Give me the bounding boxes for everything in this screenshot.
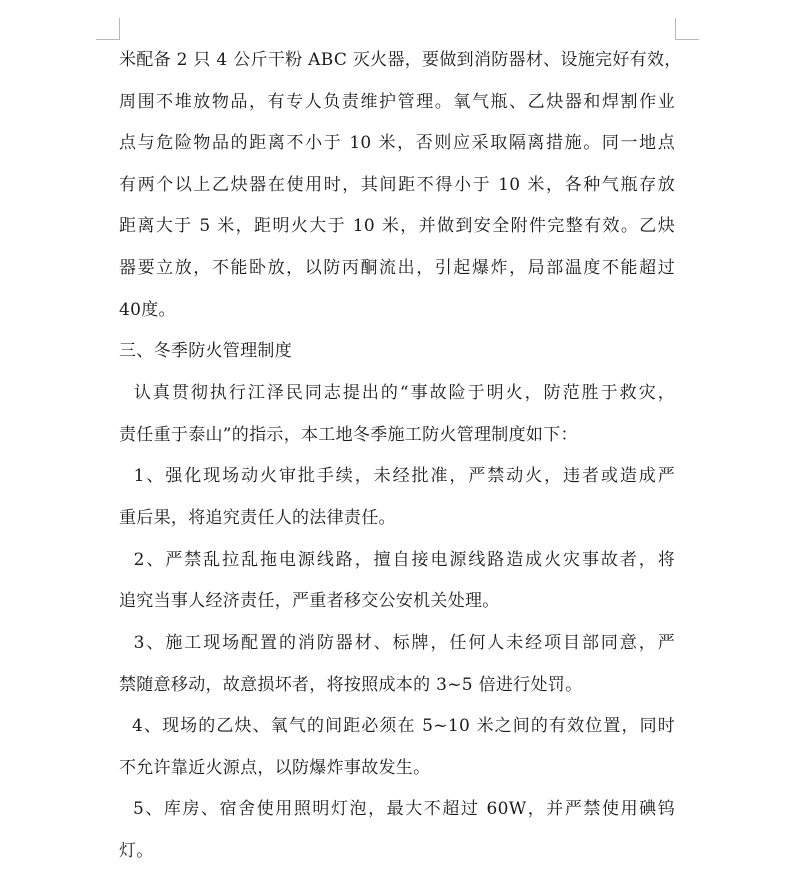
paragraph-line: 有两个以上乙炔器在使用时，其间距不得小于 10 米，各种气瓶存放 (119, 175, 675, 195)
crop-mark-top-left-horizontal (96, 39, 119, 40)
paragraph-line: 责任重于泰山”的指示，本工地冬季施工防火管理制度如下： (119, 425, 578, 445)
list-item-line: 重后果，将追究责任人的法律责任。 (119, 508, 396, 528)
section-heading: 三、冬季防火管理制度 (119, 341, 292, 361)
paragraph-line: 40度。 (119, 300, 176, 320)
crop-mark-top-right-horizontal (676, 39, 699, 40)
crop-mark-top-right-vertical (675, 18, 676, 40)
paragraph-line: 器要立放，不能卧放，以防丙酮流出，引起爆炸，局部温度不能超过 (119, 258, 675, 278)
list-item-line: 不允许靠近火源点，以防爆炸事故发生。 (119, 758, 431, 778)
list-item-line: 灯。 (119, 841, 154, 861)
list-item-line: 3、施工现场配置的消防器材、标牌，任何人未经项目部同意，严 (119, 633, 675, 653)
paragraph-line: 周围不堆放物品，有专人负责维护管理。氧气瓶、乙炔器和焊割作业 (119, 92, 675, 112)
paragraph-line: 点与危险物品的距离不小于 10 米，否则应采取隔离措施。同一地点 (119, 133, 675, 153)
list-item-line: 禁随意移动，故意损坏者，将按照成本的 3~5 倍进行处罚。 (119, 675, 583, 695)
list-item-line: 1、强化现场动火审批手续，未经批准，严禁动火，违者或造成严 (119, 466, 675, 486)
list-item-line: 2、严禁乱拉乱拖电源线路，擅自接电源线路造成火灾事故者，将 (119, 550, 675, 570)
list-item-line: 4、现场的乙炔、氧气的间距必须在 5~10 米之间的有效位置，同时 (119, 716, 675, 736)
crop-mark-top-left-vertical (119, 18, 120, 40)
paragraph-line: 认真贯彻执行江泽民同志提出的“事故险于明火，防范胜于救灾， (119, 383, 675, 403)
list-item-line: 追究当事人经济责任，严重者移交公安机关处理。 (119, 591, 500, 611)
list-item-line: 5、库房、宿舍使用照明灯泡，最大不超过 60W，并严禁使用碘钨 (119, 799, 675, 819)
paragraph-line: 距离大于 5 米，距明火大于 10 米，并做到安全附件完整有效。乙炔 (119, 216, 675, 236)
paragraph-line: 米配备 2 只 4 公斤干粉 ABC 灭火器，要做到消防器材、设施完好有效， (119, 50, 682, 70)
